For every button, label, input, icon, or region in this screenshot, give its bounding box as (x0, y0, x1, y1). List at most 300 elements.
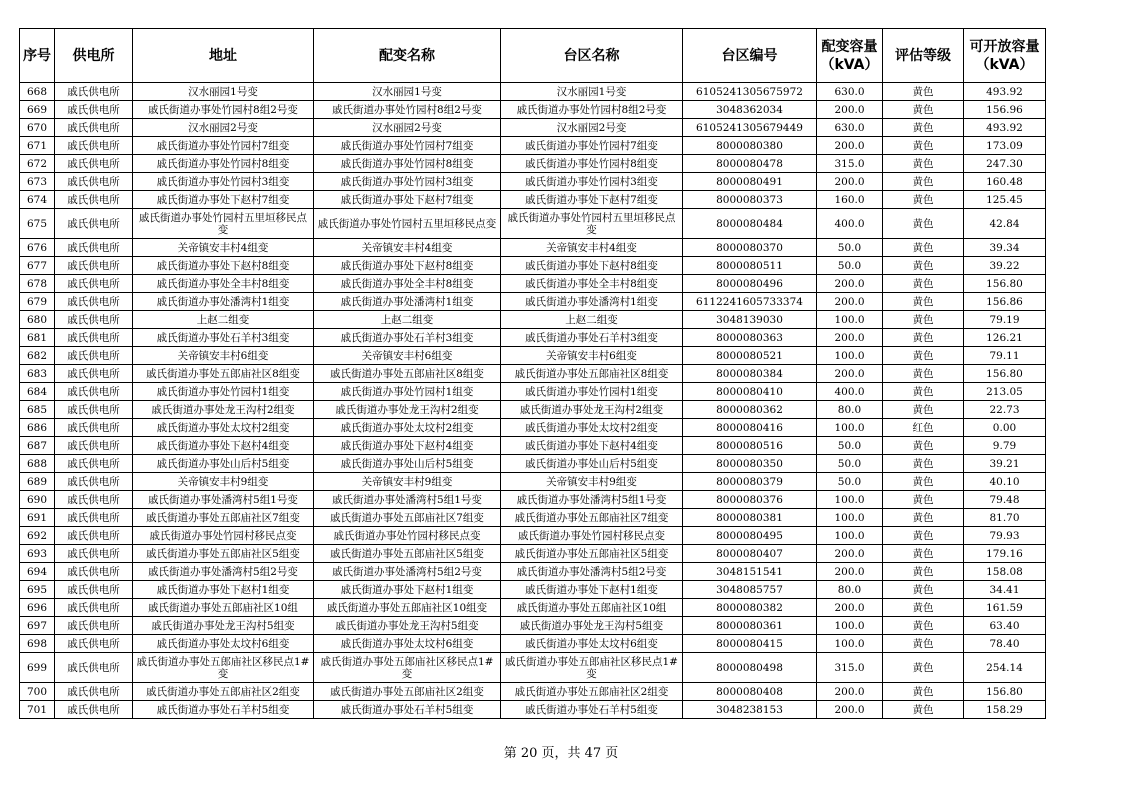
cell-transformer-name: 戚氏街道办事处五郎庙社区5组变 (314, 545, 501, 563)
cell-index: 699 (20, 653, 55, 683)
cell-index: 695 (20, 581, 55, 599)
cell-address: 戚氏街道办事处潘湾村5组2号变 (133, 563, 314, 581)
cell-capacity: 200.0 (817, 329, 883, 347)
cell-area-code: 8000080363 (683, 329, 817, 347)
cell-open-capacity: 81.70 (964, 509, 1046, 527)
cell-address: 戚氏街道办事处龙王沟村2组变 (133, 401, 314, 419)
cell-index: 677 (20, 257, 55, 275)
cell-address: 戚氏街道办事处竹园村8组变 (133, 155, 314, 173)
cell-transformer-name: 戚氏街道办事处龙王沟村2组变 (314, 401, 501, 419)
table-row (20, 683, 1046, 701)
cell-capacity: 200.0 (817, 101, 883, 119)
cell-area-code: 8000080384 (683, 365, 817, 383)
cell-open-capacity: 9.79 (964, 437, 1046, 455)
table-row (20, 437, 1046, 455)
cell-area-name: 戚氏街道办事处石羊村5组变 (501, 701, 683, 719)
cell-area-code: 3048139030 (683, 311, 817, 329)
table-row (20, 635, 1046, 653)
cell-station: 戚氏供电所 (55, 653, 133, 683)
cell-address: 戚氏街道办事处石羊村3组变 (133, 329, 314, 347)
page-footer: 第 20 页，共 47 页 (503, 746, 619, 761)
cell-transformer-name: 戚氏街道办事处潘湾村5组1号变 (314, 491, 501, 509)
cell-area-name: 戚氏街道办事处潘湾村5组1号变 (501, 491, 683, 509)
cell-area-name: 戚氏街道办事处竹园村五里垣移民点变 (501, 209, 683, 239)
cell-area-code: 6105241305679449 (683, 119, 817, 137)
cell-capacity: 200.0 (817, 173, 883, 191)
cell-capacity: 100.0 (817, 491, 883, 509)
cell-rating: 黄色 (883, 491, 964, 509)
cell-rating: 黄色 (883, 701, 964, 719)
cell-capacity: 200.0 (817, 545, 883, 563)
cell-capacity: 200.0 (817, 137, 883, 155)
cell-transformer-name: 戚氏街道办事处竹园村8组变 (314, 155, 501, 173)
cell-transformer-name: 戚氏街道办事处竹园村移民点变 (314, 527, 501, 545)
table-row (20, 563, 1046, 581)
cell-capacity: 100.0 (817, 347, 883, 365)
table-row (20, 275, 1046, 293)
cell-rating: 黄色 (883, 191, 964, 209)
cell-area-code: 8000080496 (683, 275, 817, 293)
cell-open-capacity: 247.30 (964, 155, 1046, 173)
cell-index: 669 (20, 101, 55, 119)
header-rating: 评估等级 (883, 29, 964, 83)
cell-open-capacity: 42.84 (964, 209, 1046, 239)
cell-rating: 黄色 (883, 137, 964, 155)
cell-rating: 黄色 (883, 311, 964, 329)
cell-station: 戚氏供电所 (55, 437, 133, 455)
cell-index: 696 (20, 599, 55, 617)
header-address: 地址 (133, 29, 314, 83)
cell-area-name: 戚氏街道办事处太坟村6组变 (501, 635, 683, 653)
cell-transformer-name: 戚氏街道办事处全丰村8组变 (314, 275, 501, 293)
cell-area-name: 戚氏街道办事处太坟村2组变 (501, 419, 683, 437)
cell-index: 694 (20, 563, 55, 581)
cell-transformer-name: 关帝镇安丰村6组变 (314, 347, 501, 365)
cell-station: 戚氏供电所 (55, 137, 133, 155)
cell-capacity: 630.0 (817, 83, 883, 101)
cell-station: 戚氏供电所 (55, 347, 133, 365)
cell-open-capacity: 493.92 (964, 119, 1046, 137)
cell-capacity: 200.0 (817, 599, 883, 617)
cell-capacity: 100.0 (817, 509, 883, 527)
cell-rating: 黄色 (883, 401, 964, 419)
cell-station: 戚氏供电所 (55, 173, 133, 191)
cell-index: 686 (20, 419, 55, 437)
cell-capacity: 400.0 (817, 209, 883, 239)
cell-area-code: 8000080415 (683, 635, 817, 653)
cell-open-capacity: 156.86 (964, 293, 1046, 311)
cell-index: 691 (20, 509, 55, 527)
cell-index: 678 (20, 275, 55, 293)
cell-open-capacity: 158.08 (964, 563, 1046, 581)
cell-area-name: 戚氏街道办事处五郎庙社区2组变 (501, 683, 683, 701)
cell-area-name: 戚氏街道办事处全丰村8组变 (501, 275, 683, 293)
cell-transformer-name: 戚氏街道办事处竹园村7组变 (314, 137, 501, 155)
cell-area-name: 戚氏街道办事处五郎庙社区5组变 (501, 545, 683, 563)
cell-capacity: 200.0 (817, 701, 883, 719)
cell-capacity: 100.0 (817, 311, 883, 329)
table-row (20, 119, 1046, 137)
cell-index: 681 (20, 329, 55, 347)
cell-area-code: 8000080361 (683, 617, 817, 635)
cell-area-name: 戚氏街道办事处竹园村7组变 (501, 137, 683, 155)
cell-transformer-name: 戚氏街道办事处太坟村6组变 (314, 635, 501, 653)
cell-area-code: 8000080380 (683, 137, 817, 155)
cell-open-capacity: 79.93 (964, 527, 1046, 545)
cell-station: 戚氏供电所 (55, 257, 133, 275)
cell-transformer-name: 戚氏街道办事处下赵村1组变 (314, 581, 501, 599)
cell-station: 戚氏供电所 (55, 365, 133, 383)
cell-index: 674 (20, 191, 55, 209)
cell-address: 戚氏街道办事处下赵村7组变 (133, 191, 314, 209)
cell-open-capacity: 22.73 (964, 401, 1046, 419)
cell-index: 680 (20, 311, 55, 329)
cell-address: 上赵二组变 (133, 311, 314, 329)
cell-capacity: 100.0 (817, 419, 883, 437)
cell-area-name: 戚氏街道办事处竹园村3组变 (501, 173, 683, 191)
cell-address: 戚氏街道办事处五郎庙社区移民点1#变 (133, 653, 314, 683)
cell-address: 戚氏街道办事处下赵村4组变 (133, 437, 314, 455)
cell-station: 戚氏供电所 (55, 419, 133, 437)
cell-rating: 黄色 (883, 365, 964, 383)
cell-open-capacity: 213.05 (964, 383, 1046, 401)
cell-rating: 黄色 (883, 101, 964, 119)
table-row (20, 311, 1046, 329)
cell-capacity: 100.0 (817, 527, 883, 545)
cell-station: 戚氏供电所 (55, 275, 133, 293)
table-row (20, 419, 1046, 437)
cell-rating: 黄色 (883, 581, 964, 599)
cell-area-code: 3048238153 (683, 701, 817, 719)
cell-area-name: 戚氏街道办事处竹园村8组变 (501, 155, 683, 173)
cell-capacity: 50.0 (817, 473, 883, 491)
table-row (20, 101, 1046, 119)
table-row (20, 347, 1046, 365)
cell-area-code: 8000080373 (683, 191, 817, 209)
table-row (20, 617, 1046, 635)
cell-transformer-name: 戚氏街道办事处五郎庙社区7组变 (314, 509, 501, 527)
cell-station: 戚氏供电所 (55, 599, 133, 617)
cell-station: 戚氏供电所 (55, 455, 133, 473)
cell-transformer-name: 汉水丽园2号变 (314, 119, 501, 137)
cell-transformer-name: 戚氏街道办事处石羊村5组变 (314, 701, 501, 719)
cell-capacity: 200.0 (817, 563, 883, 581)
cell-rating: 黄色 (883, 545, 964, 563)
cell-address: 戚氏街道办事处五郎庙社区10组 (133, 599, 314, 617)
cell-address: 戚氏街道办事处山后村5组变 (133, 455, 314, 473)
cell-area-code: 8000080521 (683, 347, 817, 365)
cell-rating: 黄色 (883, 527, 964, 545)
cell-index: 688 (20, 455, 55, 473)
cell-station: 戚氏供电所 (55, 683, 133, 701)
cell-area-name: 戚氏街道办事处石羊村3组变 (501, 329, 683, 347)
cell-rating: 黄色 (883, 275, 964, 293)
cell-capacity: 100.0 (817, 635, 883, 653)
cell-open-capacity: 39.34 (964, 239, 1046, 257)
cell-address: 关帝镇安丰村4组变 (133, 239, 314, 257)
cell-open-capacity: 39.22 (964, 257, 1046, 275)
cell-area-name: 戚氏街道办事处五郎庙社区7组变 (501, 509, 683, 527)
cell-station: 戚氏供电所 (55, 83, 133, 101)
cell-open-capacity: 156.80 (964, 365, 1046, 383)
cell-area-code: 8000080516 (683, 437, 817, 455)
cell-address: 关帝镇安丰村9组变 (133, 473, 314, 491)
cell-station: 戚氏供电所 (55, 401, 133, 419)
cell-transformer-name: 戚氏街道办事处五郎庙社区移民点1#变 (314, 653, 501, 683)
cell-index: 684 (20, 383, 55, 401)
cell-station: 戚氏供电所 (55, 581, 133, 599)
cell-station: 戚氏供电所 (55, 383, 133, 401)
cell-address: 戚氏街道办事处下赵村1组变 (133, 581, 314, 599)
cell-transformer-name: 上赵二组变 (314, 311, 501, 329)
cell-address: 戚氏街道办事处下赵村8组变 (133, 257, 314, 275)
cell-rating: 黄色 (883, 293, 964, 311)
cell-area-name: 戚氏街道办事处下赵村4组变 (501, 437, 683, 455)
cell-rating: 红色 (883, 419, 964, 437)
table-row (20, 83, 1046, 101)
cell-open-capacity: 161.59 (964, 599, 1046, 617)
cell-transformer-name: 戚氏街道办事处龙王沟村5组变 (314, 617, 501, 635)
cell-area-code: 8000080407 (683, 545, 817, 563)
cell-rating: 黄色 (883, 683, 964, 701)
cell-index: 670 (20, 119, 55, 137)
cell-capacity: 200.0 (817, 275, 883, 293)
cell-station: 戚氏供电所 (55, 635, 133, 653)
cell-capacity: 50.0 (817, 239, 883, 257)
cell-address: 关帝镇安丰村6组变 (133, 347, 314, 365)
cell-station: 戚氏供电所 (55, 473, 133, 491)
cell-station: 戚氏供电所 (55, 617, 133, 635)
cell-area-name: 戚氏街道办事处下赵村8组变 (501, 257, 683, 275)
cell-station: 戚氏供电所 (55, 701, 133, 719)
cell-capacity: 50.0 (817, 455, 883, 473)
cell-station: 戚氏供电所 (55, 329, 133, 347)
cell-transformer-name: 戚氏街道办事处下赵村7组变 (314, 191, 501, 209)
table-row (20, 599, 1046, 617)
cell-area-name: 关帝镇安丰村9组变 (501, 473, 683, 491)
cell-open-capacity: 63.40 (964, 617, 1046, 635)
cell-rating: 黄色 (883, 173, 964, 191)
cell-transformer-name: 戚氏街道办事处竹园村8组2号变 (314, 101, 501, 119)
cell-area-code: 8000080410 (683, 383, 817, 401)
cell-station: 戚氏供电所 (55, 527, 133, 545)
cell-capacity: 400.0 (817, 383, 883, 401)
cell-index: 671 (20, 137, 55, 155)
cell-capacity: 630.0 (817, 119, 883, 137)
cell-area-name: 上赵二组变 (501, 311, 683, 329)
cell-area-name: 关帝镇安丰村4组变 (501, 239, 683, 257)
cell-rating: 黄色 (883, 347, 964, 365)
table-row (20, 401, 1046, 419)
cell-area-code: 8000080350 (683, 455, 817, 473)
table-row (20, 653, 1046, 683)
cell-area-name: 汉水丽园1号变 (501, 83, 683, 101)
cell-station: 戚氏供电所 (55, 293, 133, 311)
cell-rating: 黄色 (883, 209, 964, 239)
cell-rating: 黄色 (883, 239, 964, 257)
cell-area-code: 8000080484 (683, 209, 817, 239)
cell-capacity: 200.0 (817, 293, 883, 311)
cell-station: 戚氏供电所 (55, 119, 133, 137)
cell-capacity: 80.0 (817, 401, 883, 419)
cell-transformer-name: 戚氏街道办事处竹园村3组变 (314, 173, 501, 191)
cell-rating: 黄色 (883, 119, 964, 137)
table-row (20, 137, 1046, 155)
cell-transformer-name: 戚氏街道办事处山后村5组变 (314, 455, 501, 473)
cell-address: 戚氏街道办事处五郎庙社区8组变 (133, 365, 314, 383)
cell-open-capacity: 79.48 (964, 491, 1046, 509)
cell-address: 戚氏街道办事处五郎庙社区5组变 (133, 545, 314, 563)
cell-open-capacity: 160.48 (964, 173, 1046, 191)
cell-address: 戚氏街道办事处竹园村1组变 (133, 383, 314, 401)
table-row (20, 383, 1046, 401)
cell-rating: 黄色 (883, 437, 964, 455)
cell-station: 戚氏供电所 (55, 509, 133, 527)
table-row (20, 209, 1046, 239)
cell-address: 汉水丽园1号变 (133, 83, 314, 101)
cell-area-code: 8000080478 (683, 155, 817, 173)
cell-transformer-name: 戚氏街道办事处石羊村3组变 (314, 329, 501, 347)
table-row (20, 701, 1046, 719)
cell-area-name: 戚氏街道办事处潘湾村5组2号变 (501, 563, 683, 581)
table-row (20, 455, 1046, 473)
cell-index: 693 (20, 545, 55, 563)
cell-area-name: 戚氏街道办事处五郎庙社区10组 (501, 599, 683, 617)
cell-area-code: 8000080376 (683, 491, 817, 509)
header-station: 供电所 (55, 29, 133, 83)
cell-index: 676 (20, 239, 55, 257)
cell-index: 689 (20, 473, 55, 491)
cell-area-name: 戚氏街道办事处竹园村移民点变 (501, 527, 683, 545)
table-row (20, 155, 1046, 173)
cell-area-name: 戚氏街道办事处潘湾村1组变 (501, 293, 683, 311)
cell-station: 戚氏供电所 (55, 563, 133, 581)
cell-area-name: 戚氏街道办事处下赵村7组变 (501, 191, 683, 209)
cell-rating: 黄色 (883, 329, 964, 347)
table-row (20, 527, 1046, 545)
cell-capacity: 200.0 (817, 365, 883, 383)
cell-open-capacity: 40.10 (964, 473, 1046, 491)
cell-transformer-name: 戚氏街道办事处竹园村1组变 (314, 383, 501, 401)
cell-address: 戚氏街道办事处竹园村3组变 (133, 173, 314, 191)
cell-transformer-name: 汉水丽园1号变 (314, 83, 501, 101)
cell-transformer-name: 戚氏街道办事处潘湾村1组变 (314, 293, 501, 311)
cell-station: 戚氏供电所 (55, 311, 133, 329)
cell-area-code: 8000080498 (683, 653, 817, 683)
cell-rating: 黄色 (883, 257, 964, 275)
cell-area-name: 汉水丽园2号变 (501, 119, 683, 137)
cell-address: 戚氏街道办事处潘湾村1组变 (133, 293, 314, 311)
cell-index: 687 (20, 437, 55, 455)
cell-capacity: 50.0 (817, 437, 883, 455)
cell-area-name: 戚氏街道办事处五郎庙社区8组变 (501, 365, 683, 383)
table-row (20, 491, 1046, 509)
cell-capacity: 315.0 (817, 653, 883, 683)
cell-area-code: 3048151541 (683, 563, 817, 581)
cell-station: 戚氏供电所 (55, 545, 133, 563)
cell-transformer-name: 戚氏街道办事处五郎庙社区10组变 (314, 599, 501, 617)
cell-station: 戚氏供电所 (55, 101, 133, 119)
cell-area-name: 关帝镇安丰村6组变 (501, 347, 683, 365)
cell-open-capacity: 156.80 (964, 683, 1046, 701)
cell-area-name: 戚氏街道办事处龙王沟村5组变 (501, 617, 683, 635)
cell-address: 戚氏街道办事处五郎庙社区7组变 (133, 509, 314, 527)
cell-open-capacity: 179.16 (964, 545, 1046, 563)
cell-open-capacity: 156.80 (964, 275, 1046, 293)
cell-area-code: 8000080416 (683, 419, 817, 437)
table-row (20, 581, 1046, 599)
cell-address: 戚氏街道办事处竹园村8组2号变 (133, 101, 314, 119)
cell-index: 692 (20, 527, 55, 545)
cell-area-code: 8000080379 (683, 473, 817, 491)
table-row (20, 329, 1046, 347)
header-index: 序号 (20, 29, 55, 83)
cell-rating: 黄色 (883, 83, 964, 101)
cell-capacity: 50.0 (817, 257, 883, 275)
cell-area-code: 6105241305675972 (683, 83, 817, 101)
cell-area-name: 戚氏街道办事处五郎庙社区移民点1#变 (501, 653, 683, 683)
cell-transformer-name: 关帝镇安丰村4组变 (314, 239, 501, 257)
cell-transformer-name: 戚氏街道办事处下赵村4组变 (314, 437, 501, 455)
cell-index: 672 (20, 155, 55, 173)
cell-rating: 黄色 (883, 599, 964, 617)
cell-index: 690 (20, 491, 55, 509)
cell-area-code: 6112241605733374 (683, 293, 817, 311)
cell-rating: 黄色 (883, 155, 964, 173)
cell-area-code: 3048362034 (683, 101, 817, 119)
cell-transformer-name: 戚氏街道办事处竹园村五里垣移民点变 (314, 209, 501, 239)
cell-index: 685 (20, 401, 55, 419)
header-transformer-name: 配变名称 (314, 29, 501, 83)
cell-station: 戚氏供电所 (55, 209, 133, 239)
cell-capacity: 200.0 (817, 683, 883, 701)
cell-index: 675 (20, 209, 55, 239)
cell-open-capacity: 254.14 (964, 653, 1046, 683)
table-row (20, 191, 1046, 209)
cell-area-code: 8000080491 (683, 173, 817, 191)
cell-station: 戚氏供电所 (55, 239, 133, 257)
table-row (20, 293, 1046, 311)
cell-open-capacity: 79.19 (964, 311, 1046, 329)
cell-rating: 黄色 (883, 473, 964, 491)
cell-index: 697 (20, 617, 55, 635)
cell-address: 戚氏街道办事处潘湾村5组1号变 (133, 491, 314, 509)
cell-transformer-name: 关帝镇安丰村9组变 (314, 473, 501, 491)
cell-transformer-name: 戚氏街道办事处潘湾村5组2号变 (314, 563, 501, 581)
cell-rating: 黄色 (883, 617, 964, 635)
cell-address: 戚氏街道办事处竹园村移民点变 (133, 527, 314, 545)
cell-transformer-name: 戚氏街道办事处下赵村8组变 (314, 257, 501, 275)
cell-index: 701 (20, 701, 55, 719)
cell-open-capacity: 173.09 (964, 137, 1046, 155)
cell-station: 戚氏供电所 (55, 191, 133, 209)
cell-rating: 黄色 (883, 563, 964, 581)
cell-transformer-name: 戚氏街道办事处五郎庙社区2组变 (314, 683, 501, 701)
cell-rating: 黄色 (883, 509, 964, 527)
cell-area-name: 戚氏街道办事处下赵村1组变 (501, 581, 683, 599)
cell-open-capacity: 79.11 (964, 347, 1046, 365)
cell-area-code: 8000080408 (683, 683, 817, 701)
cell-station: 戚氏供电所 (55, 491, 133, 509)
cell-area-name: 戚氏街道办事处竹园村8组2号变 (501, 101, 683, 119)
cell-open-capacity: 125.45 (964, 191, 1046, 209)
cell-area-code: 8000080511 (683, 257, 817, 275)
cell-area-code: 8000080381 (683, 509, 817, 527)
cell-station: 戚氏供电所 (55, 155, 133, 173)
cell-index: 673 (20, 173, 55, 191)
cell-area-code: 8000080382 (683, 599, 817, 617)
cell-address: 戚氏街道办事处龙王沟村5组变 (133, 617, 314, 635)
